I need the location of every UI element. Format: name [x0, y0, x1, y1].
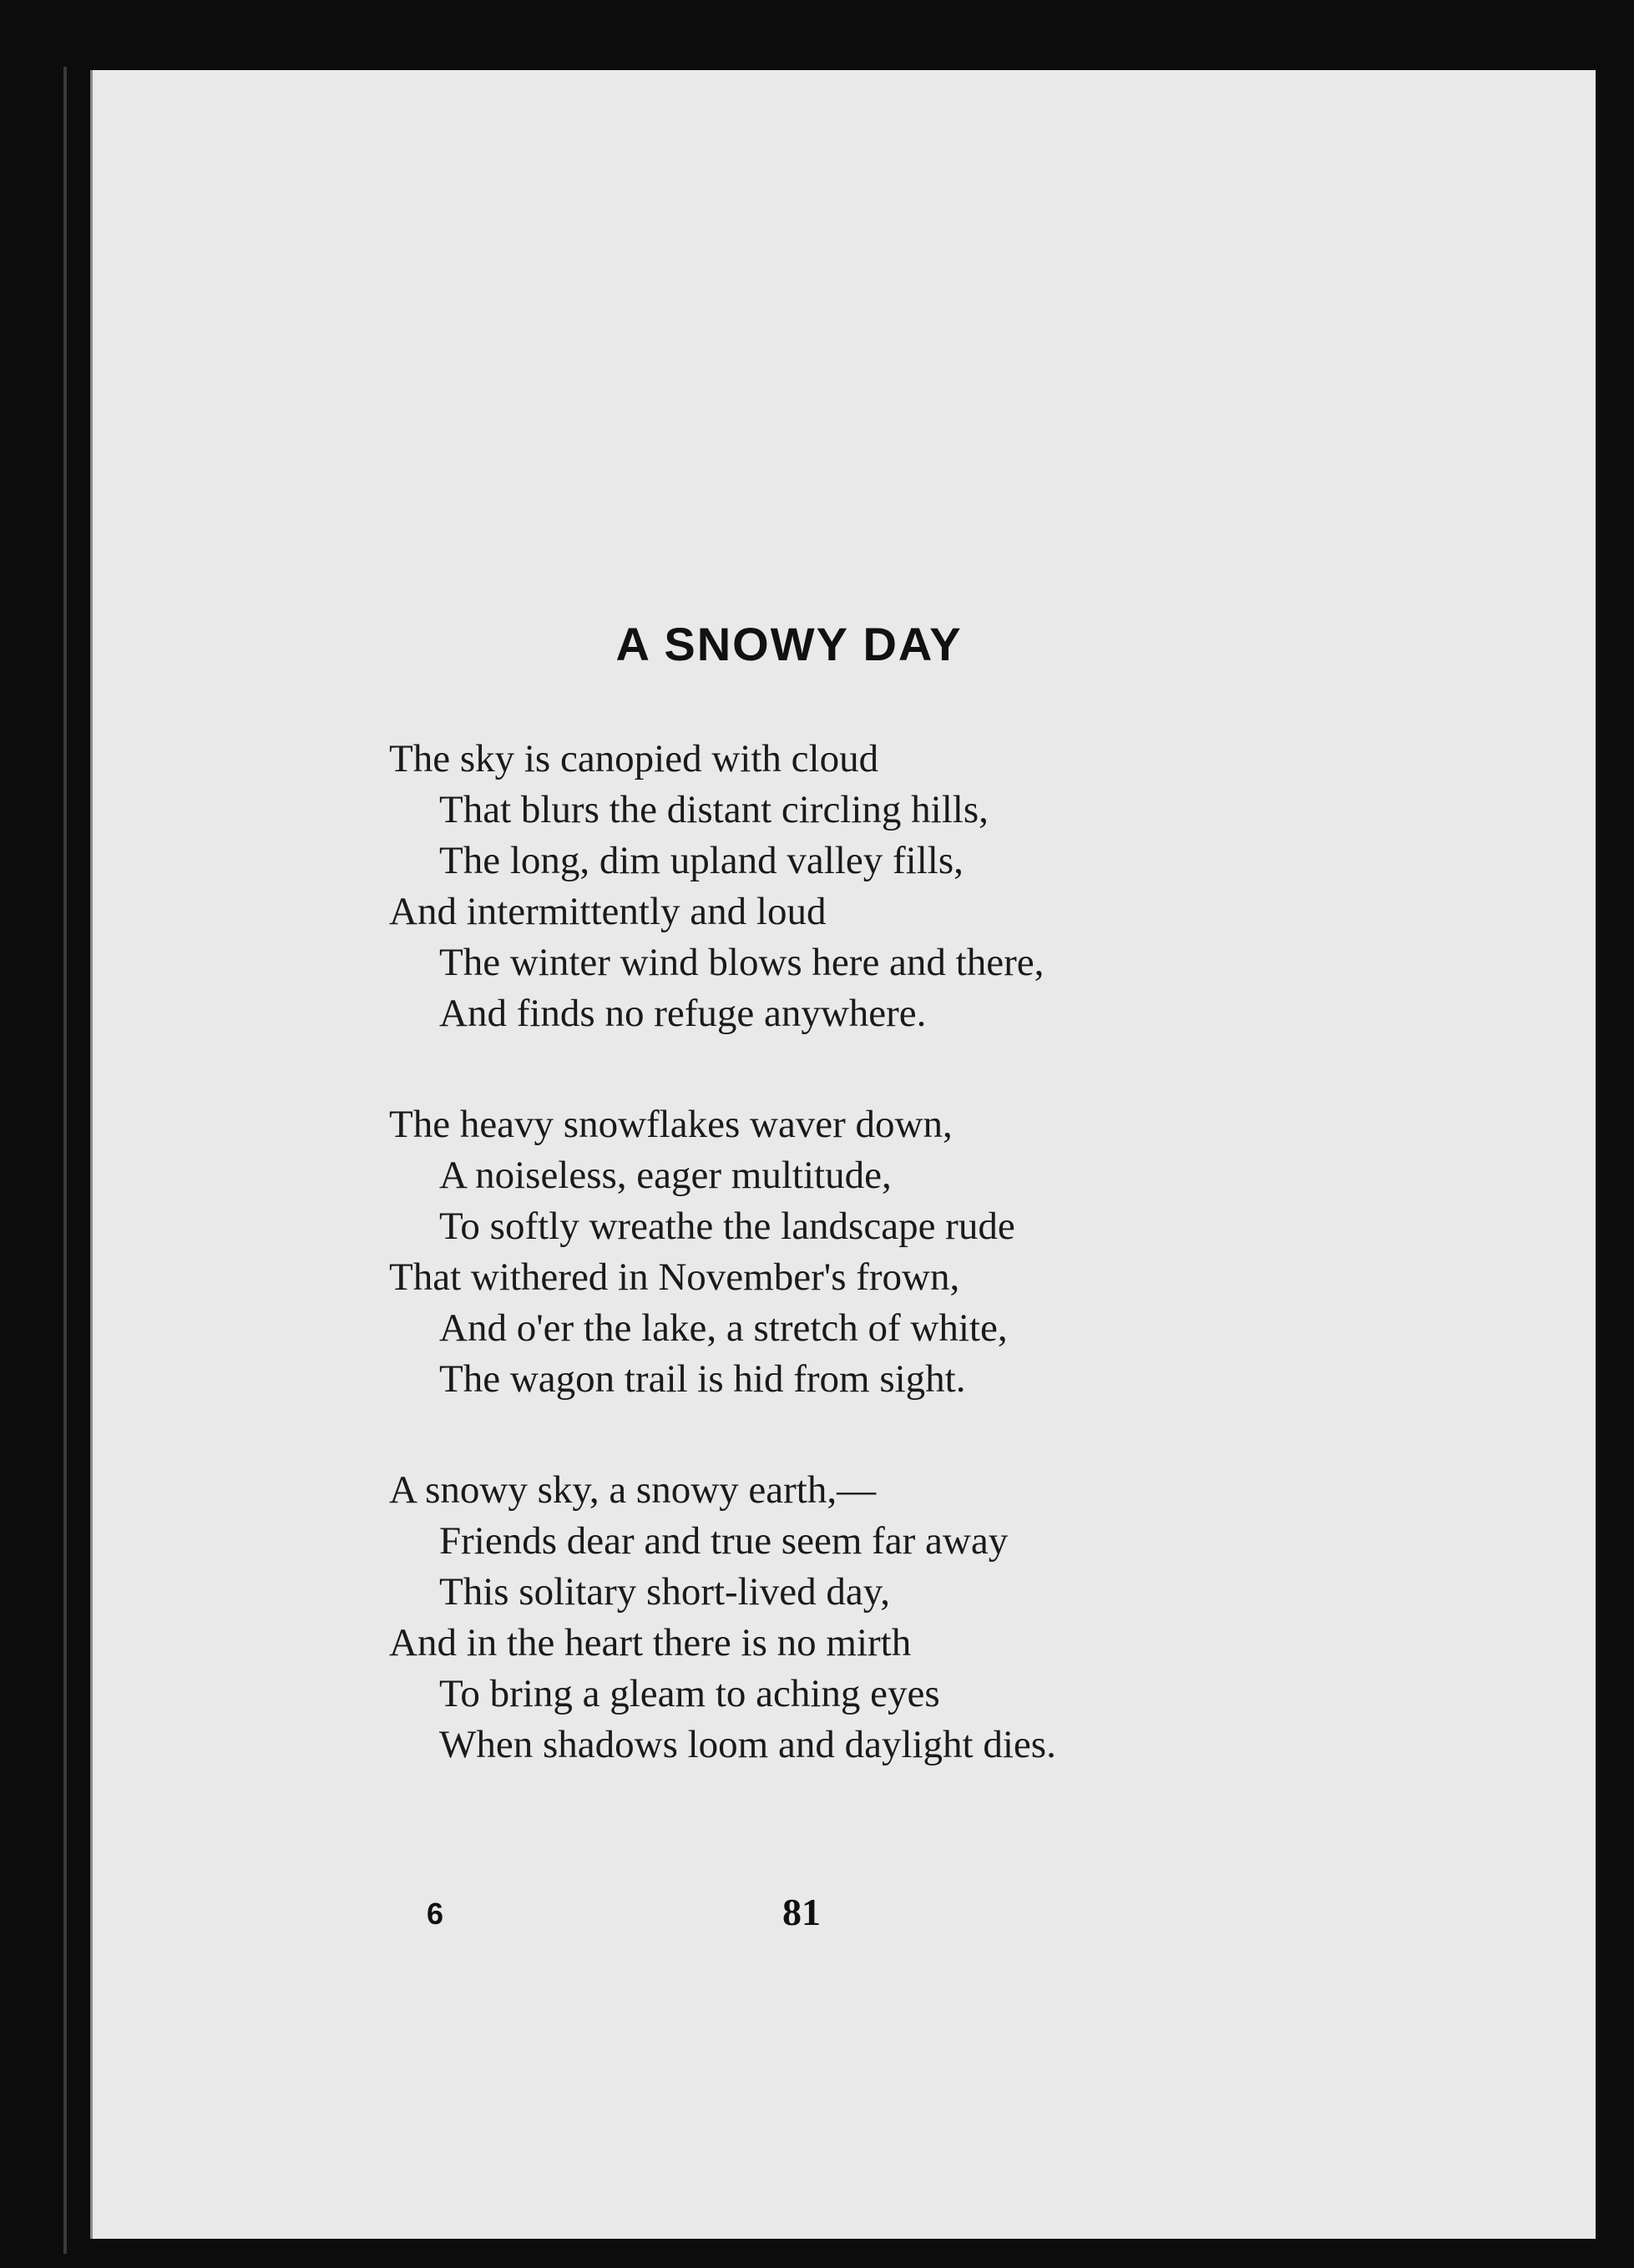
poem-line: When shadows loom and daylight dies. [439, 1723, 1056, 1766]
poem-line: To bring a gleam to aching eyes [439, 1672, 940, 1715]
poem-line: Friends dear and true seem far away [439, 1519, 1009, 1563]
poem-title: A SNOWY DAY [615, 618, 963, 670]
poem-line: A snowy sky, a snowy earth,— [389, 1468, 877, 1512]
poem-line: And intermittently and loud [389, 890, 827, 933]
poem-line: The long, dim upland valley fills, [439, 839, 964, 882]
poem-line: This solitary short-lived day, [439, 1570, 890, 1614]
stanza-1 [389, 734, 1056, 1039]
poem-line: That withered in November's frown, [389, 1255, 960, 1299]
stanza-2 [389, 1099, 1056, 1405]
signature-mark: 6 [427, 1897, 444, 1931]
book-gutter [63, 67, 67, 2254]
poem-line: The wagon trail is hid from sight. [439, 1357, 966, 1401]
book-page [90, 70, 1596, 2239]
poem-line: A noiseless, eager multitude, [439, 1154, 892, 1197]
poem-line: That blurs the distant circling hills, [439, 788, 989, 831]
poem-line: And finds no refuge anywhere. [439, 992, 927, 1035]
poem-line: The heavy snowflakes waver down, [389, 1103, 953, 1146]
poem-line: The winter wind blows here and there, [439, 941, 1045, 984]
page-number: 81 [782, 1891, 821, 1933]
poem-line: The sky is canopied with cloud [389, 737, 879, 780]
poem-line: And o'er the lake, a stretch of white, [439, 1306, 1008, 1350]
poem-line: And in the heart there is no mirth [389, 1621, 912, 1664]
poem-line: To softly wreathe the landscape rude [439, 1205, 1015, 1248]
poem-body [389, 734, 1056, 1831]
stanza-3 [389, 1465, 1056, 1770]
